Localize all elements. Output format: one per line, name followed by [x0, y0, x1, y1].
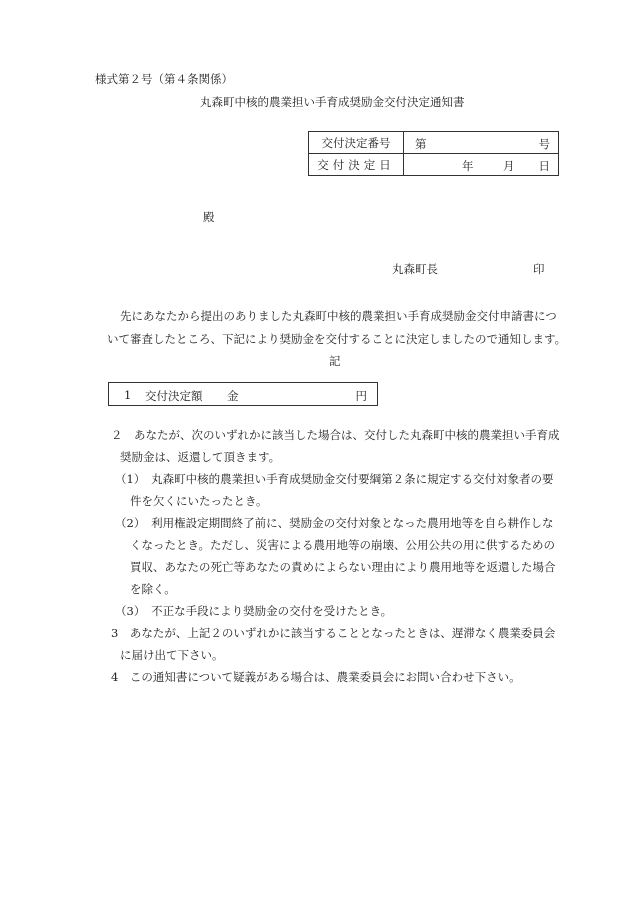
- decision-date-label: 交付決定日: [309, 154, 404, 176]
- day-label: 日: [538, 159, 550, 173]
- amount-label: 交付決定額: [145, 389, 203, 403]
- ki-heading: 記: [329, 354, 341, 368]
- list-item: （2） 利用権設定期間終了前に、奨励金の交付対象となった農用地等を自ら耕作しな: [115, 516, 554, 530]
- form-number: 様式第２号（第４条関係）: [95, 72, 233, 86]
- decision-date-row: [309, 154, 559, 176]
- list-item: を除く。: [130, 582, 176, 596]
- decision-number-cell: [404, 132, 559, 154]
- intro-paragraph-line: いて審査したところ、下記により奨励金を交付することに決定しましたので通知します。: [107, 332, 567, 346]
- amount-item-number: 1: [124, 388, 132, 402]
- intro-paragraph-line: 先にあなたから提出のありました丸森町中核的農業担い手育成奨励金交付申請書につ: [120, 309, 557, 323]
- addressee-honorific: 殿: [203, 210, 215, 224]
- decision-number-row: [309, 132, 559, 154]
- decision-info-table: [308, 131, 559, 176]
- amount-kin: 金: [227, 389, 239, 403]
- number-suffix: 号: [538, 137, 550, 151]
- list-item: 4 この通知書について疑義がある場合は、農業委員会にお問い合わせ下さい。: [111, 670, 521, 684]
- list-item: ２ あなたが、次のいずれかに該当した場合は、交付した丸森町中核的農業担い手育成: [111, 428, 560, 442]
- seal-mark: 印: [533, 262, 545, 276]
- decision-date-cell: [404, 154, 559, 176]
- document-title: 丸森町中核的農業担い手育成奨励金交付決定通知書: [200, 95, 465, 109]
- list-item: くなったとき。ただし、災害による農用地等の崩壊、公用公共の用に供するための: [130, 538, 556, 552]
- amount-yen: 円: [355, 389, 367, 403]
- list-item: （3） 不正な手段により奨励金の交付を受けたとき。: [115, 604, 393, 618]
- list-item: 3 あなたが、上記２のいずれかに該当することとなったときは、遅滞なく農業委員会: [111, 626, 556, 640]
- number-prefix: 第: [415, 137, 427, 151]
- year-label: 年: [462, 159, 474, 173]
- list-item: 件を欠くにいたったとき。: [130, 494, 268, 508]
- month-label: 月: [503, 159, 515, 173]
- list-item: （1） 丸森町中核的農業担い手育成奨励金交付要綱第２条に規定する交付対象者の要: [115, 472, 554, 486]
- issuer-name: 丸森町長: [392, 262, 438, 276]
- list-item: に届け出て下さい。: [120, 648, 224, 662]
- decision-number-label: 交付決定番号: [309, 132, 404, 154]
- amount-box: [108, 382, 378, 406]
- list-item: 買収、あなたの死亡等あなたの責めによらない理由により農用地等を返還した場合: [130, 560, 556, 574]
- list-item: 奨励金は、返還して頂きます。: [120, 450, 281, 464]
